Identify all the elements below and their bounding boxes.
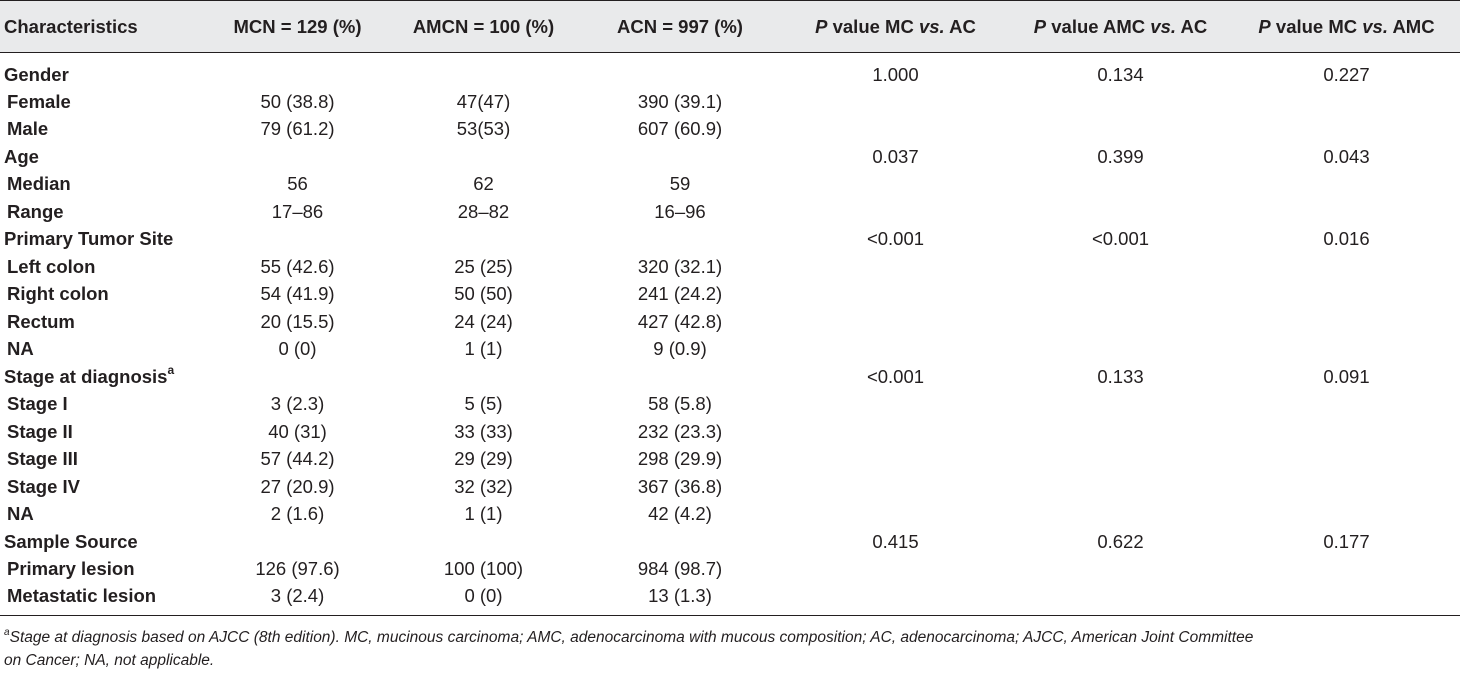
row-label (0, 336, 205, 364)
cell-p2 (1008, 198, 1233, 226)
cell-p1: <0.001 (866, 365, 925, 387)
table-footnote (4, 626, 1454, 672)
row-label (0, 88, 205, 116)
cell-mc: 3 (2.4) (205, 583, 390, 615)
cell-p2: 0.622 (1097, 530, 1144, 552)
cell-mc (205, 53, 390, 89)
cell-amc: 50 (50) (454, 283, 513, 305)
table-row (0, 583, 1460, 615)
table-header (0, 1, 1460, 53)
row-label-text: Right colon (7, 283, 109, 305)
group-row (0, 53, 1460, 89)
table-body (0, 53, 1460, 616)
cell-p3 (1233, 116, 1460, 144)
cell-ac: 427 (42.8) (637, 310, 723, 332)
cell-amc (390, 528, 577, 556)
cell-p3 (1233, 171, 1460, 199)
cell-p1 (783, 116, 1008, 144)
row-label-text: Median (7, 173, 71, 195)
row-label (0, 418, 205, 446)
cell-ac: 16–96 (654, 200, 706, 222)
table-row (0, 308, 1460, 336)
row-label-text: NA (7, 503, 34, 525)
row-label (0, 226, 205, 254)
row-label (0, 446, 205, 474)
cell-ac: 42 (4.2) (648, 503, 712, 525)
cell-p3: 0.177 (1323, 530, 1370, 552)
cell-p2 (1008, 336, 1233, 364)
cell-amc: 1 (1) (464, 338, 503, 360)
cell-mc: 40 (31) (268, 420, 327, 442)
cell-p1: 0.037 (872, 145, 919, 167)
cell-ac: 232 (23.3) (637, 420, 723, 442)
cell-p2 (1008, 501, 1233, 529)
table-row (0, 473, 1460, 501)
cell-p1 (783, 418, 1008, 446)
table-row (0, 253, 1460, 281)
cell-p2: 0.133 (1097, 365, 1144, 387)
cell-ac: 320 (32.1) (637, 255, 723, 277)
cell-mc (205, 528, 390, 556)
cell-p1 (783, 446, 1008, 474)
cell-amc: 62 (473, 173, 494, 195)
cell-amc: 100 (100) (443, 558, 524, 580)
cell-p1 (783, 556, 1008, 584)
cell-ac (577, 143, 783, 171)
cell-p2 (1008, 418, 1233, 446)
cell-p3: 0.227 (1323, 63, 1370, 85)
cell-amc: 28–82 (457, 200, 510, 222)
cell-ac (577, 528, 783, 556)
header-mcn: MCN = 129 (%) (205, 1, 390, 53)
cell-p1 (783, 391, 1008, 419)
cell-mc: 2 (1.6) (270, 503, 325, 525)
cell-amc (390, 226, 577, 254)
row-label (0, 171, 205, 199)
row-label (0, 198, 205, 226)
cell-p3 (1233, 336, 1460, 364)
cell-p3 (1233, 583, 1460, 615)
row-label (0, 116, 205, 144)
cell-amc (390, 53, 577, 89)
cell-p3 (1233, 308, 1460, 336)
footnote-marker: a (167, 363, 175, 378)
cell-p2 (1008, 583, 1233, 615)
row-label-text: Stage at diagnosis (4, 365, 168, 387)
table-row (0, 116, 1460, 144)
cell-mc: 56 (287, 173, 308, 195)
row-label-text: Primary Tumor Site (4, 228, 174, 250)
cell-mc: 3 (2.3) (270, 393, 325, 415)
table-row (0, 336, 1460, 364)
row-label-text: Sample Source (4, 530, 138, 552)
cell-p2 (1008, 171, 1233, 199)
cell-amc: 24 (24) (454, 310, 513, 332)
cell-ac: 984 (98.7) (637, 558, 723, 580)
cell-p2 (1008, 116, 1233, 144)
row-label (0, 281, 205, 309)
cell-mc: 54 (41.9) (260, 283, 335, 305)
row-label (0, 143, 205, 171)
cell-amc: 29 (29) (454, 448, 513, 470)
cell-p1 (783, 88, 1008, 116)
header-p-mc-vs-ac: P value MC vs. AC (783, 1, 1008, 53)
cell-p3 (1233, 391, 1460, 419)
cell-ac: 9 (0.9) (653, 338, 707, 360)
cell-p2 (1008, 391, 1233, 419)
header-p-mc-vs-amc: P value MC vs. AMC (1233, 1, 1460, 53)
row-label-text: Primary lesion (7, 558, 135, 580)
cell-p1 (783, 198, 1008, 226)
row-label (0, 391, 205, 419)
cell-ac: 59 (669, 173, 691, 195)
row-label (0, 501, 205, 529)
cell-p3 (1233, 281, 1460, 309)
cell-p1 (783, 336, 1008, 364)
cell-p3 (1233, 198, 1460, 226)
cell-mc: 17–86 (271, 200, 324, 222)
cell-p1 (783, 308, 1008, 336)
header-row (0, 1, 1460, 53)
cell-p3 (1233, 253, 1460, 281)
cell-amc: 33 (33) (454, 420, 513, 442)
cell-amc (390, 363, 577, 391)
cell-mc: 57 (44.2) (260, 448, 335, 470)
cell-amc: 47(47) (456, 90, 511, 112)
cell-p3: 0.091 (1323, 365, 1370, 387)
cell-mc: 55 (42.6) (260, 255, 335, 277)
row-label (0, 53, 205, 89)
cell-mc (205, 363, 390, 391)
cell-amc: 32 (32) (454, 475, 513, 497)
cell-p1: 1.000 (872, 63, 919, 85)
footnote-line1: Stage at diagnosis based on AJCC (8th edition). MC, mucinous carcinoma; AMC, adenocarcinoma with mucous composition; AC, adenocarcinoma; AJCC, American Joint Committee (9, 629, 1254, 646)
cell-p1 (783, 583, 1008, 615)
table-row (0, 198, 1460, 226)
cell-p3: 0.016 (1323, 228, 1370, 250)
cell-ac: 607 (60.9) (637, 118, 723, 140)
row-label-text: Stage I (7, 393, 68, 415)
cell-mc: 50 (38.8) (260, 90, 335, 112)
footnote-line2: on Cancer; NA, not applicable. (4, 652, 215, 669)
table-row (0, 281, 1460, 309)
cell-p3 (1233, 88, 1460, 116)
cell-p2: 0.134 (1097, 63, 1144, 85)
cell-ac (577, 226, 783, 254)
header-p-amc-vs-ac: P value AMC vs. AC (1008, 1, 1233, 53)
table-row (0, 391, 1460, 419)
cell-p1 (783, 171, 1008, 199)
cell-amc: 1 (1) (464, 503, 503, 525)
group-row (0, 528, 1460, 556)
row-label (0, 473, 205, 501)
cell-p1 (783, 473, 1008, 501)
cell-mc (205, 226, 390, 254)
cell-mc: 126 (97.6) (255, 558, 340, 580)
cell-p3: 0.043 (1323, 145, 1370, 167)
cell-p2 (1008, 88, 1233, 116)
table-row (0, 501, 1460, 529)
row-label-text: Female (7, 90, 71, 112)
row-label (0, 308, 205, 336)
cell-ac: 241 (24.2) (637, 283, 723, 305)
cell-ac (577, 53, 783, 89)
row-label-text: Male (7, 118, 49, 140)
header-characteristics: Characteristics (0, 1, 205, 53)
cell-ac: 13 (1.3) (577, 583, 783, 615)
cell-p3 (1233, 418, 1460, 446)
row-label (0, 253, 205, 281)
cell-p2 (1008, 253, 1233, 281)
cell-p2 (1008, 556, 1233, 584)
header-amcn: AMCN = 100 (%) (390, 1, 577, 53)
cell-p2 (1008, 446, 1233, 474)
row-label-text: Stage IV (7, 475, 80, 497)
row-label (0, 556, 205, 584)
row-label-text: Left colon (7, 255, 96, 277)
cell-p3 (1233, 473, 1460, 501)
cell-amc: 53(53) (456, 118, 511, 140)
cell-p2 (1008, 308, 1233, 336)
row-label-text: Age (4, 145, 39, 167)
table-row (0, 171, 1460, 199)
table-row (0, 88, 1460, 116)
row-label-text: Stage II (7, 420, 73, 442)
cell-p3 (1233, 501, 1460, 529)
cell-p2: 0.399 (1097, 145, 1144, 167)
row-label (0, 363, 205, 391)
cell-amc: 0 (0) (390, 583, 577, 615)
row-label-text: NA (7, 338, 34, 360)
cell-amc (390, 143, 577, 171)
group-row (0, 363, 1460, 391)
cell-ac: 367 (36.8) (637, 475, 723, 497)
group-row (0, 143, 1460, 171)
cell-amc: 5 (5) (464, 393, 503, 415)
row-label-text: Gender (4, 63, 69, 85)
cell-p1: 0.415 (872, 530, 919, 552)
cell-mc: 0 (0) (278, 338, 317, 360)
table-row (0, 446, 1460, 474)
row-label-text: Rectum (7, 310, 75, 332)
cell-mc: 20 (15.5) (260, 310, 335, 332)
cell-ac: 298 (29.9) (637, 448, 723, 470)
cell-p2 (1008, 281, 1233, 309)
cell-p2: <0.001 (1091, 228, 1150, 250)
group-row (0, 226, 1460, 254)
cell-p2 (1008, 473, 1233, 501)
cell-p3 (1233, 446, 1460, 474)
row-label-text: Stage III (7, 448, 78, 470)
cell-amc: 25 (25) (454, 255, 513, 277)
header-acn: ACN = 997 (%) (577, 1, 783, 53)
cell-ac: 58 (5.8) (648, 393, 712, 415)
cell-p3 (1233, 556, 1460, 584)
cell-p1 (783, 501, 1008, 529)
cell-ac (577, 363, 783, 391)
row-label-text: Range (7, 200, 64, 222)
row-label (0, 583, 205, 615)
footnote-marker: a (4, 626, 10, 638)
cell-mc: 27 (20.9) (260, 475, 335, 497)
cell-mc: 79 (61.2) (260, 118, 335, 140)
table-row (0, 556, 1460, 584)
cell-p1: <0.001 (866, 228, 925, 250)
cell-mc (205, 143, 390, 171)
cell-p1 (783, 281, 1008, 309)
table-row (0, 418, 1460, 446)
cell-p1 (783, 253, 1008, 281)
cell-ac: 390 (39.1) (637, 90, 723, 112)
row-label-text: Metastatic lesion (7, 584, 157, 606)
row-label (0, 528, 205, 556)
